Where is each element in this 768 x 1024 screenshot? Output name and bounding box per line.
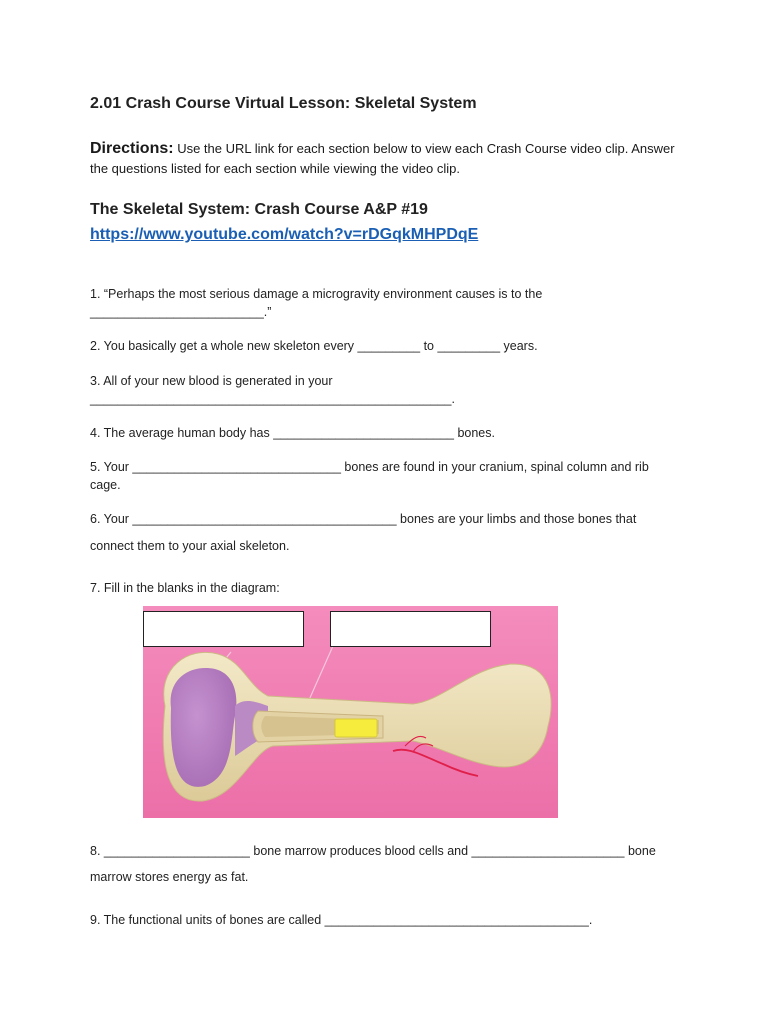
question-8-line-2: marrow stores energy as fat. bbox=[90, 870, 249, 884]
yellow-marrow bbox=[335, 719, 377, 737]
video-link[interactable]: https://www.youtube.com/watch?v=rDGqkMHPDqE bbox=[90, 226, 479, 243]
directions-text: Use the URL link for each section below to view each Crash Course video clip. Answer the questions listed for each section while viewing the video clip. bbox=[90, 141, 675, 176]
question-9: 9. The functional units of bones are called ______________________________________. bbox=[90, 913, 593, 927]
question-5-line-1: 5. Your ______________________________ bones are found in your cranium, spinal column and rib bbox=[90, 460, 649, 474]
question-7: 7. Fill in the blanks in the diagram: bbox=[90, 581, 280, 595]
question-6-line-2: connect them to your axial skeleton. bbox=[90, 539, 290, 553]
page-title: 2.01 Crash Course Virtual Lesson: Skeletal System bbox=[90, 95, 477, 112]
question-6-line-1: 6. Your ______________________________________ bones are your limbs and those bones that bbox=[90, 512, 637, 526]
question-3-line-1: 3. All of your new blood is generated in your bbox=[90, 374, 333, 388]
question-2: 2. You basically get a whole new skeleton every _________ to _________ years. bbox=[90, 339, 538, 353]
diagram-blank-right[interactable] bbox=[330, 611, 491, 647]
question-3-line-2: ____________________________________________________. bbox=[90, 392, 455, 406]
directions bbox=[90, 139, 690, 179]
directions-label: Directions: bbox=[90, 140, 174, 157]
question-1-line-1: 1. “Perhaps the most serious damage a microgravity environment causes is to the bbox=[90, 287, 543, 301]
question-8-line-1: 8. _____________________ bone marrow produces blood cells and ______________________ bone bbox=[90, 844, 656, 858]
section-title: The Skeletal System: Crash Course A&P #19 bbox=[90, 201, 428, 218]
diagram-blank-left[interactable] bbox=[143, 611, 304, 647]
question-4: 4. The average human body has __________________________ bones. bbox=[90, 426, 495, 440]
question-1-line-2: _________________________.” bbox=[90, 305, 272, 319]
question-5-line-2: cage. bbox=[90, 478, 121, 492]
